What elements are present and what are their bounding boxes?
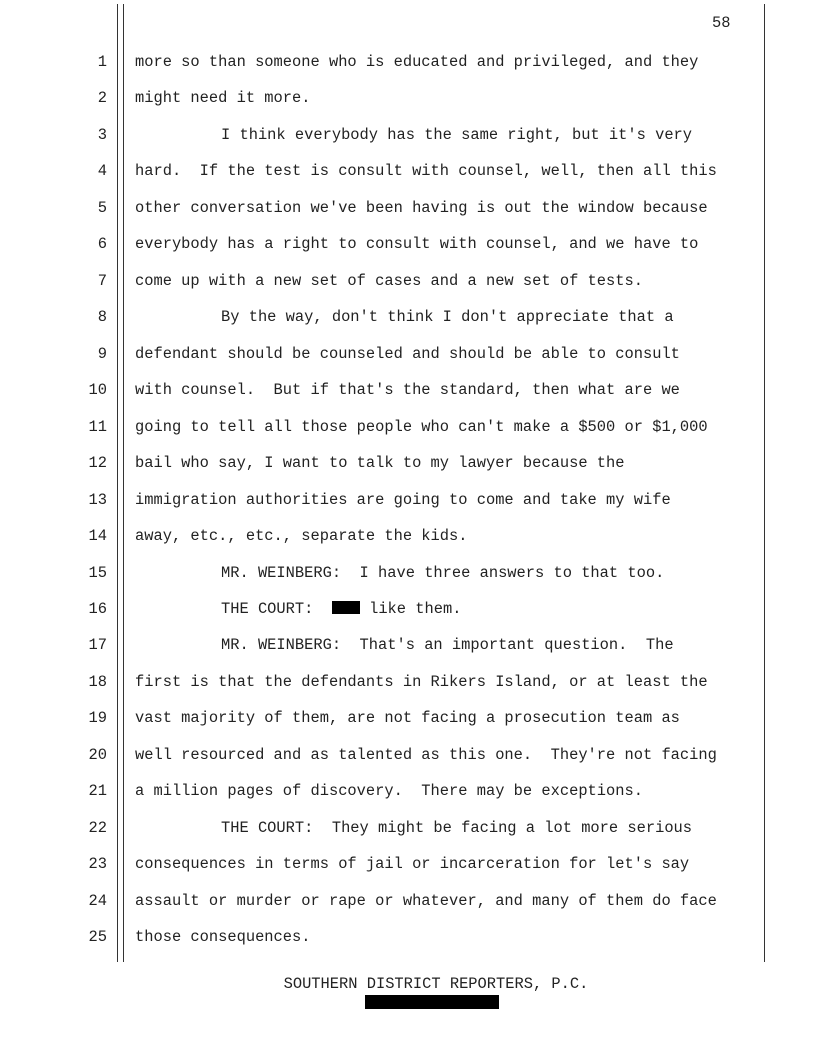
line-number: 16 — [88, 600, 107, 618]
line-number: 5 — [97, 199, 107, 217]
line-text: defendant should be counseled and should be able to consult — [135, 345, 680, 363]
page-number: 58 — [712, 14, 731, 32]
transcript-line — [0, 125, 816, 145]
line-number: 9 — [97, 345, 107, 363]
line-text: those consequences. — [135, 928, 311, 946]
redaction-block — [332, 601, 360, 614]
line-text: first is that the defendants in Rikers Island, or at least the — [135, 673, 708, 691]
transcript-line — [0, 344, 816, 364]
transcript-line — [0, 161, 816, 181]
line-number: 1 — [97, 53, 107, 71]
transcript-line — [0, 563, 816, 583]
transcript-line — [0, 526, 816, 546]
line-number: 14 — [88, 527, 107, 545]
line-text: MR. WEINBERG: I have three answers to that too. — [221, 564, 665, 582]
transcript-line — [0, 453, 816, 473]
footer-redaction-block — [365, 995, 499, 1009]
line-number: 23 — [88, 855, 107, 873]
transcript-line — [0, 490, 816, 510]
speaker-label: THE COURT: — [221, 600, 332, 618]
transcript-line — [0, 599, 816, 619]
transcript-line — [0, 88, 816, 108]
line-text-continued: like them. — [359, 600, 462, 618]
line-number: 6 — [97, 235, 107, 253]
line-number: 13 — [88, 491, 107, 509]
line-text: going to tell all those people who can't make a $500 or $1,000 — [135, 418, 708, 436]
line-number: 4 — [97, 162, 107, 180]
line-text: assault or murder or rape or whatever, and many of them do face — [135, 892, 717, 910]
line-number: 25 — [88, 928, 107, 946]
line-number: 20 — [88, 746, 107, 764]
line-text: more so than someone who is educated and privileged, and they — [135, 53, 699, 71]
line-text: come up with a new set of cases and a new set of tests. — [135, 272, 643, 290]
transcript-line — [0, 635, 816, 655]
line-text: I think everybody has the same right, but it's very — [221, 126, 693, 144]
line-number: 10 — [88, 381, 107, 399]
line-text: well resourced and as talented as this one. They're not facing — [135, 746, 717, 764]
line-text: a million pages of discovery. There may be exceptions. — [135, 782, 643, 800]
line-text: might need it more. — [135, 89, 311, 107]
transcript-line — [0, 818, 816, 838]
line-number: 2 — [97, 89, 107, 107]
line-text: consequences in terms of jail or incarceration for let's say — [135, 855, 690, 873]
transcript-line — [0, 52, 816, 72]
transcript-line — [0, 781, 816, 801]
line-text: immigration authorities are going to come and take my wife — [135, 491, 671, 509]
line-text: with counsel. But if that's the standard, then what are we — [135, 381, 680, 399]
transcript-line — [0, 745, 816, 765]
line-text: MR. WEINBERG: That's an important question. The — [221, 636, 674, 654]
line-text: THE COURT: They might be facing a lot more serious — [221, 819, 693, 837]
transcript-line — [0, 854, 816, 874]
transcript-line — [0, 927, 816, 947]
line-number: 8 — [97, 308, 107, 326]
line-text — [221, 599, 461, 619]
line-text: other conversation we've been having is out the window because — [135, 199, 708, 217]
line-number: 24 — [88, 892, 107, 910]
line-number: 7 — [97, 272, 107, 290]
transcript-line — [0, 417, 816, 437]
transcript-line — [0, 198, 816, 218]
transcript-line — [0, 672, 816, 692]
transcript-line — [0, 891, 816, 911]
line-number: 11 — [88, 418, 107, 436]
line-text: away, etc., etc., separate the kids. — [135, 527, 468, 545]
line-number: 21 — [88, 782, 107, 800]
line-number: 15 — [88, 564, 107, 582]
transcript-line — [0, 708, 816, 728]
transcript-line — [0, 307, 816, 327]
footer-reporter-name: SOUTHERN DISTRICT REPORTERS, P.C. — [283, 975, 589, 993]
transcript-line — [0, 271, 816, 291]
line-text: everybody has a right to consult with counsel, and we have to — [135, 235, 699, 253]
transcript-line — [0, 380, 816, 400]
line-number: 17 — [88, 636, 107, 654]
line-number: 12 — [88, 454, 107, 472]
line-text: By the way, don't think I don't appreciate that a — [221, 308, 674, 326]
line-number: 18 — [88, 673, 107, 691]
transcript-line — [0, 234, 816, 254]
line-text: bail who say, I want to talk to my lawyer because the — [135, 454, 625, 472]
line-text: vast majority of them, are not facing a prosecution team as — [135, 709, 680, 727]
line-number: 3 — [97, 126, 107, 144]
line-number: 19 — [88, 709, 107, 727]
line-text: hard. If the test is consult with counsel, well, then all this — [135, 162, 717, 180]
line-number: 22 — [88, 819, 107, 837]
